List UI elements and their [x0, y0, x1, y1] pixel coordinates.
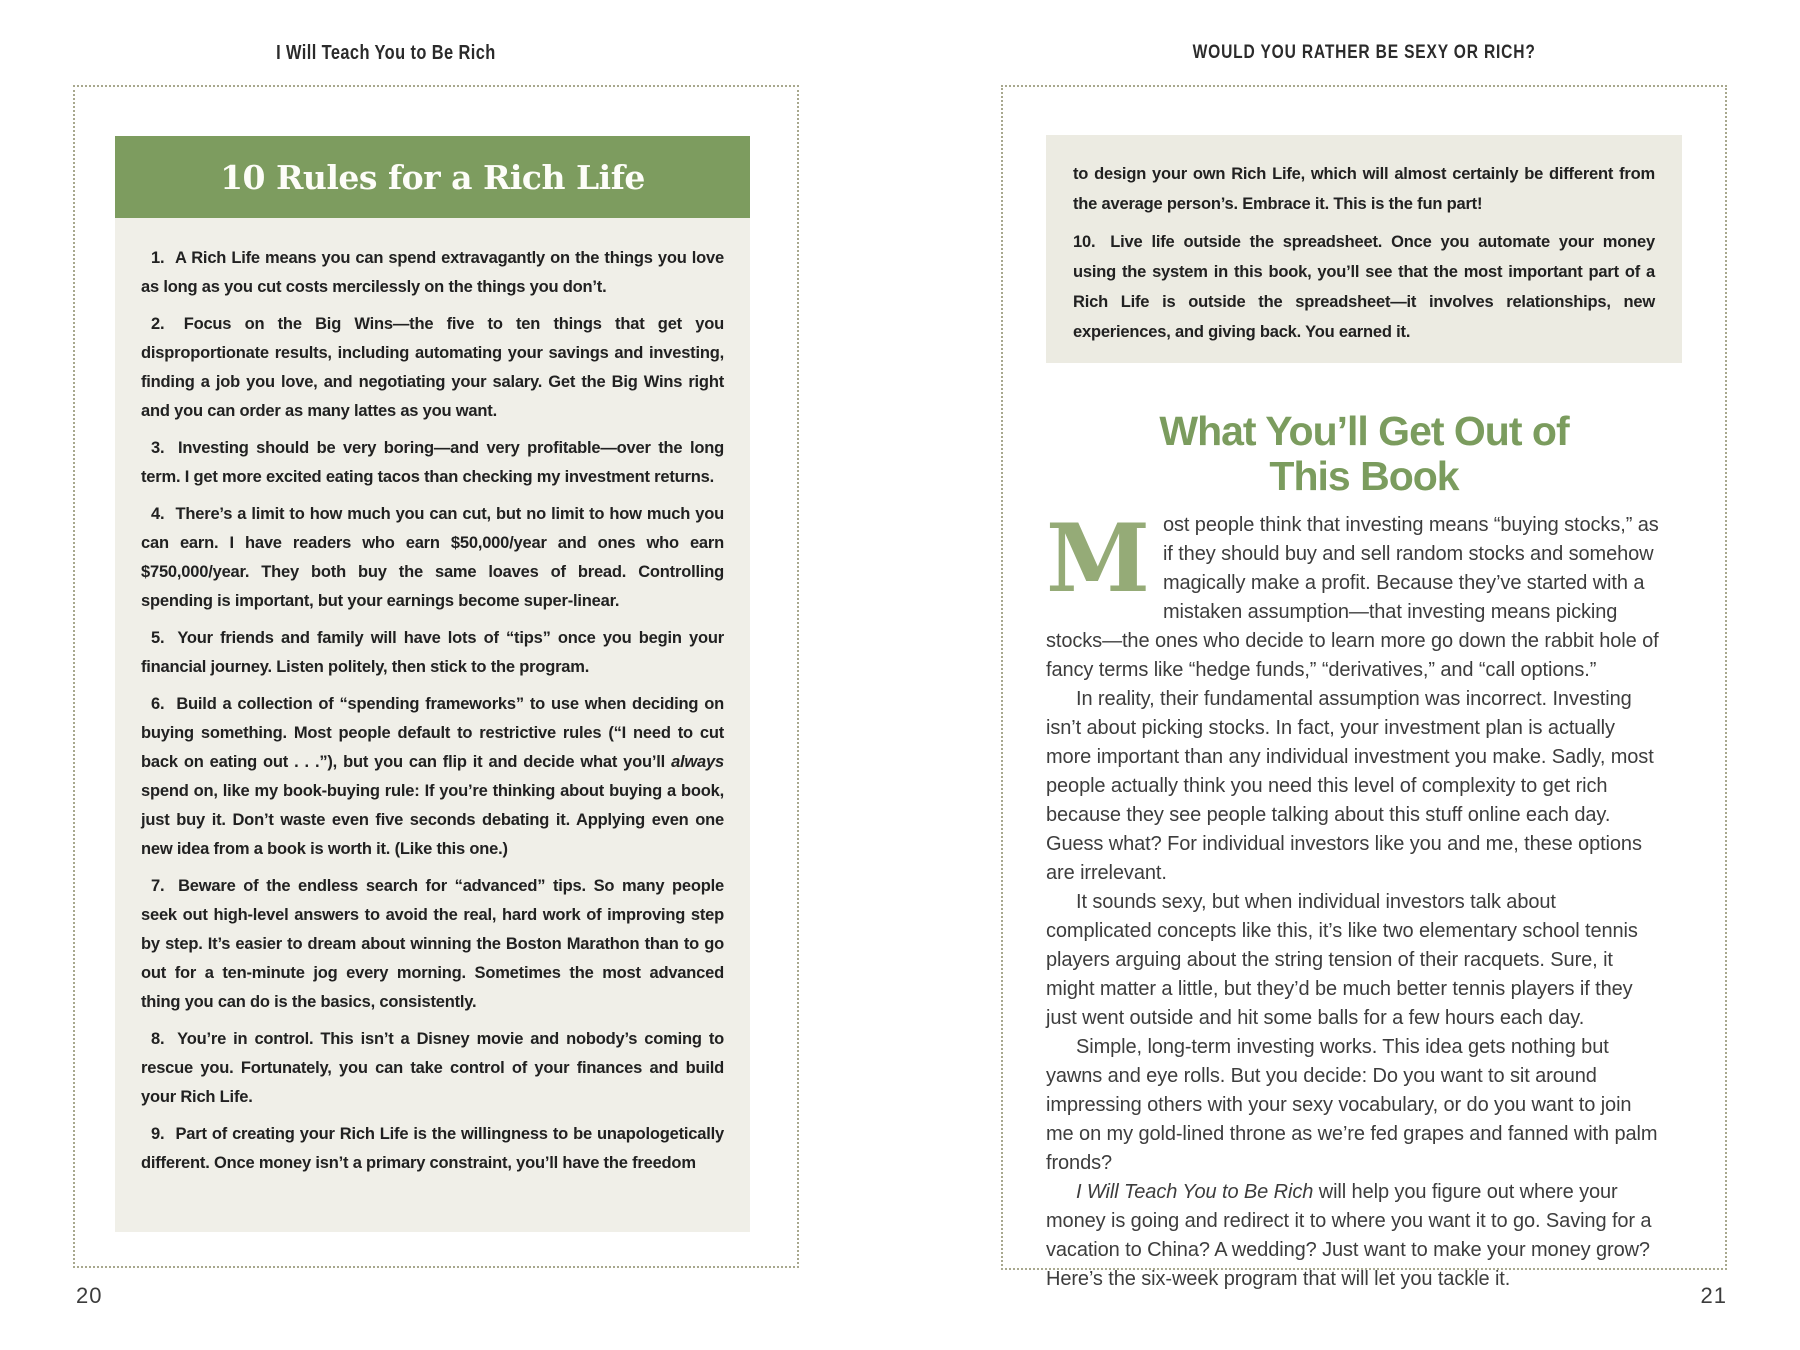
body-paragraph: In reality, their fundamental assumption was incorrect. Investing isn’t about picking stocks. In fact, your investment plan is actually more important than any individual investment you make. Sadly, most people actually think you need this level of complexity to get rich because they see people talking about this stuff online each day. Guess what? For individual investors like you and me, these options are irrelevant. — [1046, 688, 1654, 884]
section-body — [1046, 504, 1660, 1294]
body-paragraph: Most people think that investing means “buying stocks,” as if they should buy and sell random stocks and somehow magically make a profit. Because they’ve started with a mistaken assumption—that investing means picking stocks—the ones who decide to learn more go down the rabbit hole of fancy terms like “hedge funds,” “derivatives,” and “call options.” — [1046, 504, 1659, 681]
right-page-number: 21 — [1700, 1283, 1727, 1308]
rules-continuation-box — [1046, 135, 1682, 363]
body-paragraph: I Will Teach You to Be Rich will help you figure out where your money is going and redirect it to where you want it to go. Saving for a vacation to China? A wedding? Just want to make your money grow? Here’s the six-week program that will let you tackle it. — [1046, 1181, 1652, 1290]
rule-item: 9. Part of creating your Rich Life is the willingness to be unapologetically different. Once money isn’t a primary constraint, you’ll have the freedom — [141, 1125, 724, 1172]
rule-number: 7. — [151, 877, 165, 895]
rules-banner-title: 10 Rules for a Rich Life — [220, 157, 645, 197]
right-running-header-text: WOULD YOU RATHER BE SEXY OR RICH? — [1192, 42, 1536, 63]
rules-banner — [115, 136, 750, 218]
rule-number: 5. — [151, 629, 165, 647]
rule-item: 4. There’s a limit to how much you can cut, but no limit to how much you can earn. I have readers who earn $50,000/year and ones who earn $750,000/year. They both buy the same loaves of bread. Controlling spending is important, but your earnings become super-linear. — [141, 505, 724, 610]
section-heading-line2: This Book — [1269, 453, 1459, 499]
rules-list — [115, 218, 750, 1232]
rule-item: 1. A Rich Life means you can spend extravagantly on the things you love as long as you cut costs mercilessly on the things you don’t. — [141, 249, 724, 296]
rule-number: 6. — [151, 695, 165, 713]
left-page-number: 20 — [76, 1283, 103, 1308]
rule-item: 8. You’re in control. This isn’t a Disney movie and nobody’s coming to rescue you. Fortunately, you can take control of your finances and build your Rich Life. — [141, 1030, 724, 1106]
right-running-header — [1001, 42, 1727, 64]
section-heading-line1: What You’ll Get Out of — [1159, 408, 1569, 454]
body-paragraph: It sounds sexy, but when individual investors talk about complicated concepts like this, it’s like two elementary school tennis players arguing about the string tension of their racquets. Sure, it might matter a little, but they’d be much better tennis players if they just went outside and hit some balls for a few hours each day. — [1046, 891, 1638, 1029]
rule-number: 3. — [151, 439, 165, 457]
rule-item: 3. Investing should be very boring—and very profitable—over the long term. I get more excited eating tacos than checking my investment returns. — [141, 439, 724, 486]
rule-item: 7. Beware of the endless search for “advanced” tips. So many people seek out high-level answers to avoid the real, hard work of improving step by step. It’s easier to dream about winning the Boston Marathon than to go out for a ten-minute jog every morning. Sometimes the most advanced thing you can do is the basics, consistently. — [141, 877, 724, 1011]
section-heading — [1046, 409, 1682, 499]
rule-item: 5. Your friends and family will have lots of “tips” once you begin your financial journey. Listen politely, then stick to the program. — [141, 629, 724, 676]
rule-item: 6. Build a collection of “spending frameworks” to use when deciding on buying something. Most people default to restrictive rules (“I need to cut back on eating out . . .”), but you can flip it and decide what you’ll always spend on, like my book-buying rule: If you’re thinking about buying a book, just buy it. Don’t waste even five seconds debating it. Applying even one new idea from a book is worth it. (Like this one.) — [141, 695, 724, 858]
rule-number: 2. — [151, 315, 165, 333]
left-running-header — [73, 42, 699, 65]
rule-number: 8. — [151, 1030, 165, 1048]
body-paragraph: Simple, long-term investing works. This idea gets nothing but yawns and eye rolls. But you decide: Do you want to sit around impressing others with your sexy vocabulary, or do you want to join me on my gold-lined throne as we’re fed grapes and fanned with palm fronds? — [1046, 1036, 1658, 1174]
rule-item: 2. Focus on the Big Wins—the five to ten things that get you disproportionate results, including automating your savings and investing, finding a job you love, and negotiating your salary. Get the Big Wins right and you can order as many lattes as you want. — [141, 315, 724, 420]
rule-item: 10. Live life outside the spreadsheet. Once you automate your money using the system in this book, you’ll see that the most important part of a Rich Life is outside the spreadsheet—it involves relationships, new experiences, and giving back. You earned it. — [1073, 233, 1655, 341]
rule-number: 9. — [151, 1125, 165, 1143]
left-running-header-text: I Will Teach You to Be Rich — [276, 42, 496, 64]
drop-cap: M — [1046, 504, 1150, 614]
rule-number: 10. — [1073, 233, 1096, 251]
rule-item: to design your own Rich Life, which will almost certainly be different from the average person’s. Embrace it. This is the fun part! — [1073, 165, 1655, 213]
rule-number: 4. — [151, 505, 165, 523]
left-page-frame — [73, 85, 799, 1268]
rule-number: 1. — [151, 249, 165, 267]
right-page-frame — [1001, 85, 1727, 1290]
